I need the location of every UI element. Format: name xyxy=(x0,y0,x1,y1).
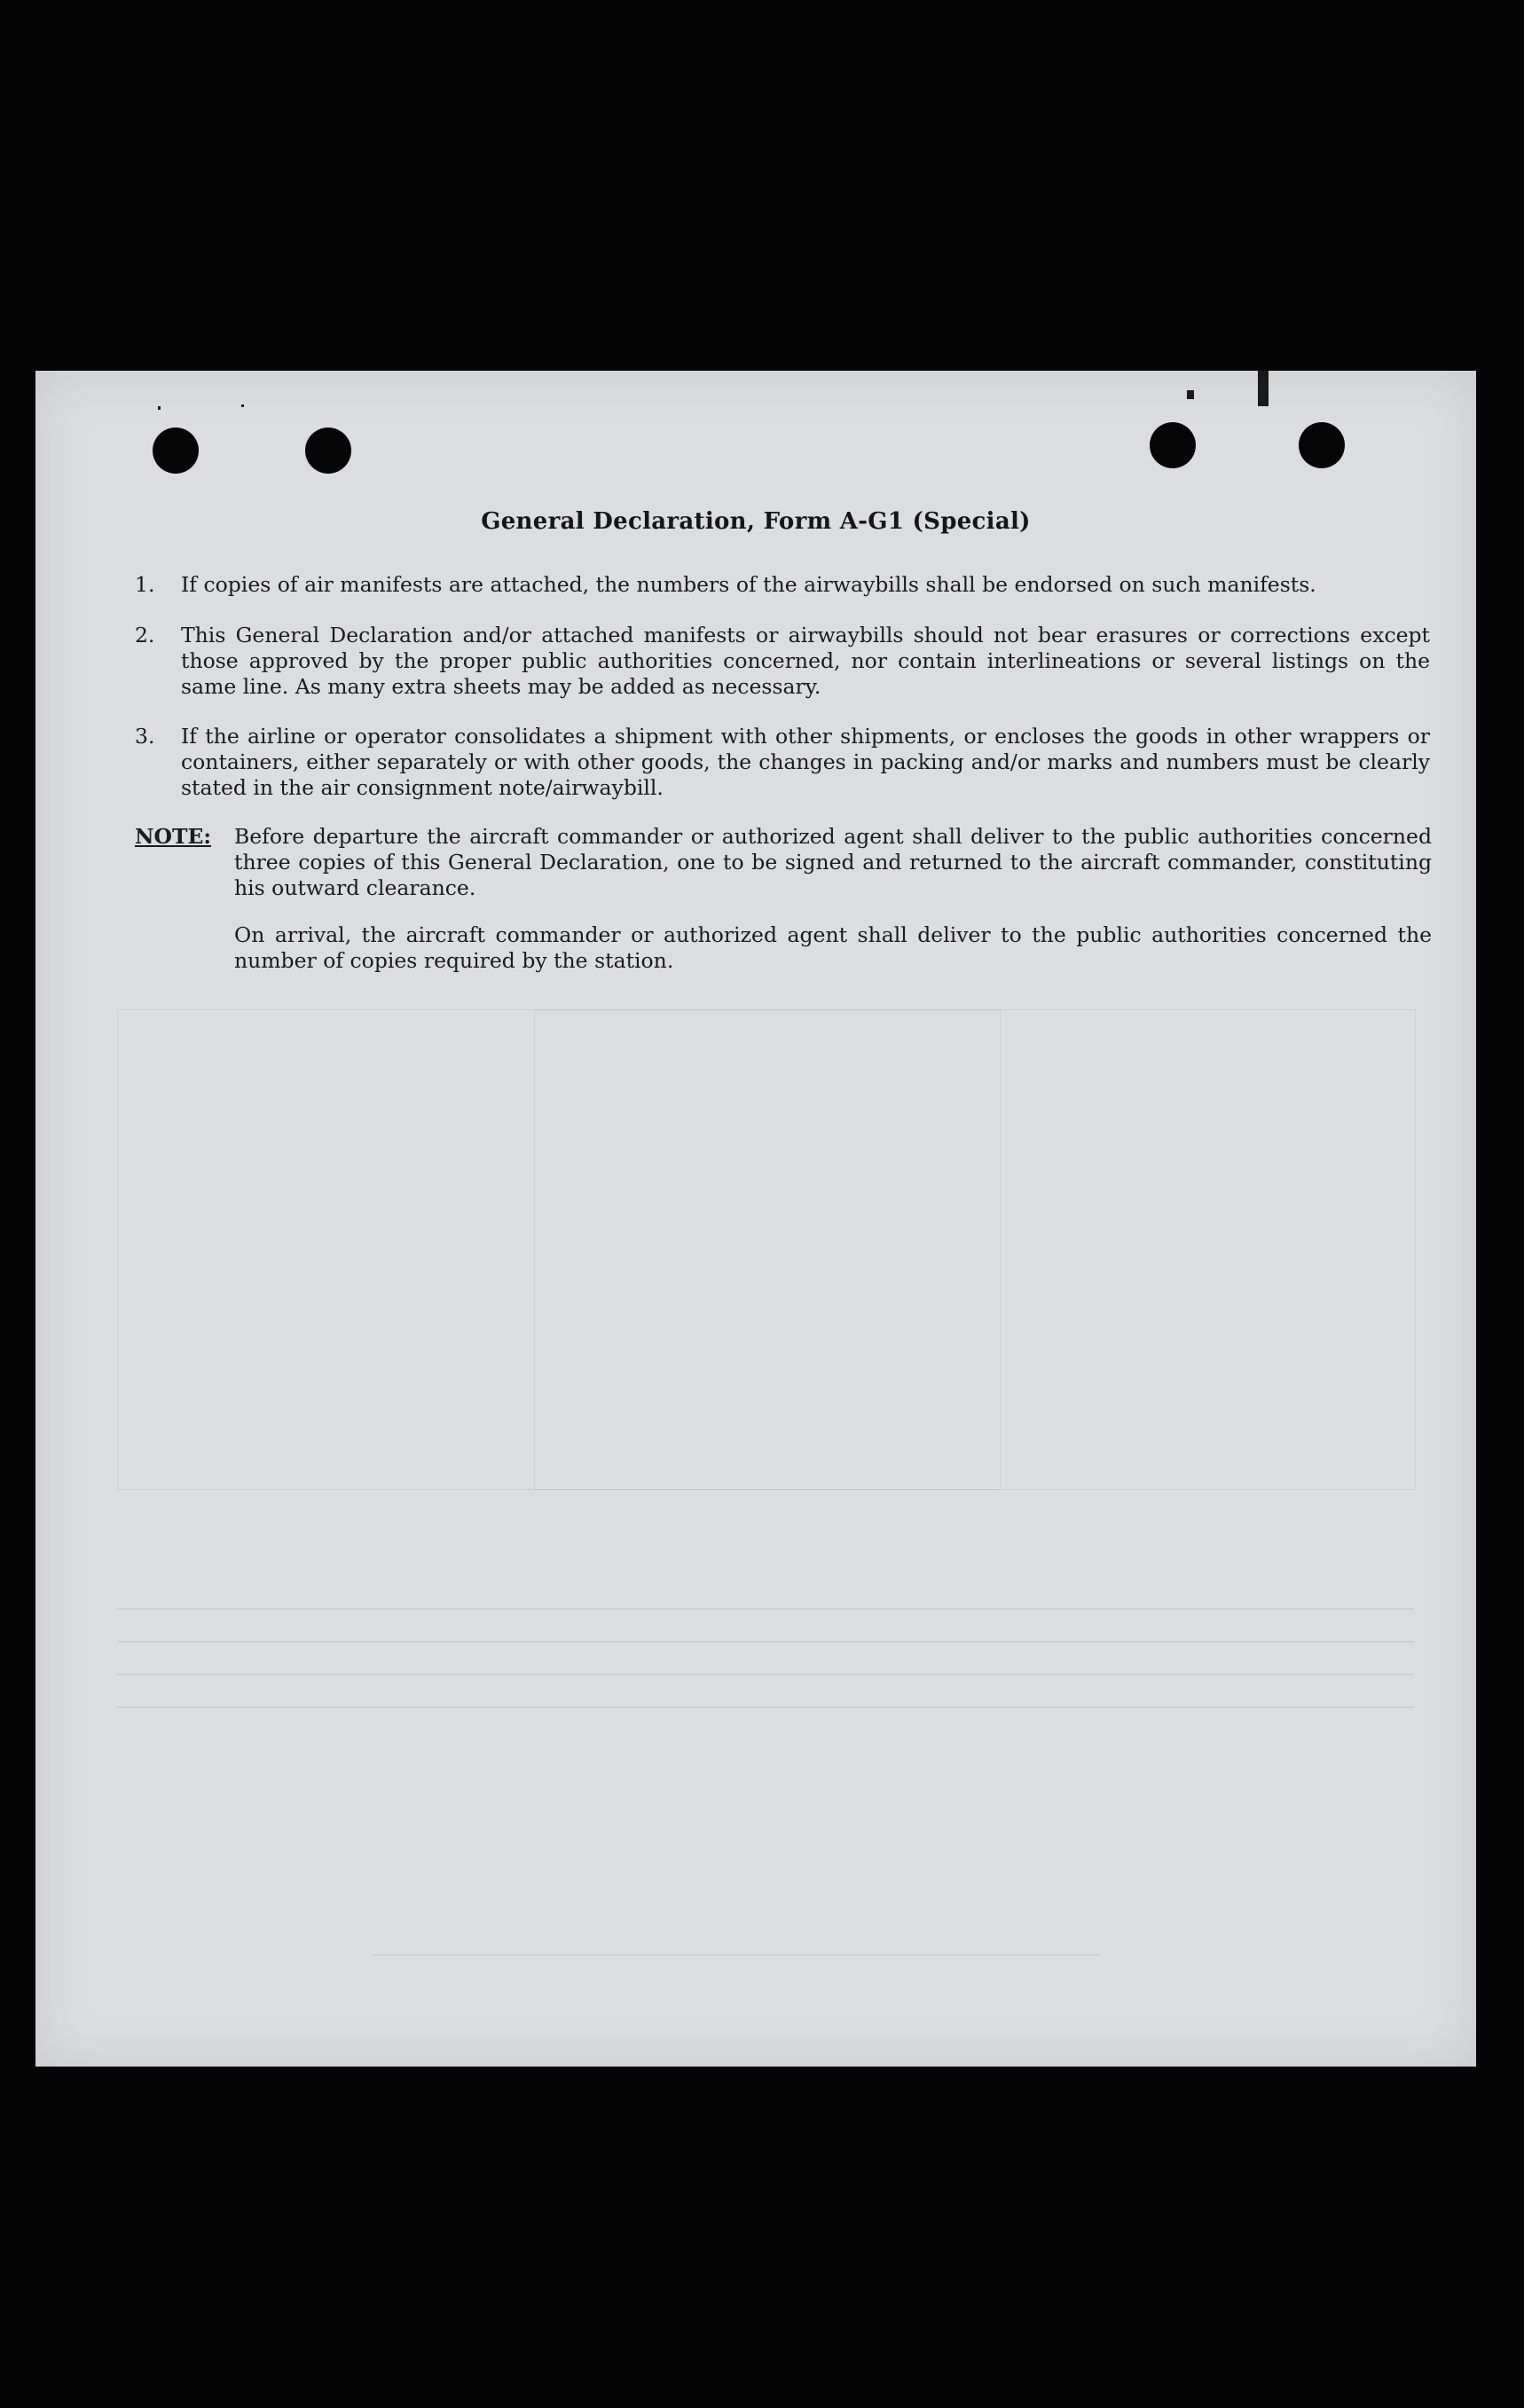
item-number: 3. xyxy=(135,724,155,749)
item-number: 2. xyxy=(135,623,155,647)
reverse-side-show-through xyxy=(373,1954,1100,1956)
reverse-side-show-through xyxy=(534,1009,1001,1490)
reverse-side-show-through xyxy=(117,1608,1414,1610)
item-number: 1. xyxy=(135,572,155,597)
item-text: If the airline or operator consolidates a shipment with other shipments, or encloses the goods in other wrappers or containers, either separately or with other goods, the changes in packing and/or marks and numbers must be clearly stated in the air consignment note/airwaybill. xyxy=(181,724,1430,800)
item-text: This General Declaration and/or attached manifests or airwaybills should not bear erasures or corrections except those approved by the proper public authorities concerned, nor contain interlineations or several listings on the same line. As many extra sheets may be added as necessary. xyxy=(181,623,1430,699)
reverse-side-show-through xyxy=(117,1706,1414,1708)
ink-speck xyxy=(241,404,244,407)
reverse-side-show-through xyxy=(117,1641,1414,1643)
note-label: NOTE: xyxy=(135,824,212,849)
ink-speck xyxy=(1187,390,1194,399)
reverse-side-show-through xyxy=(117,1674,1414,1675)
punch-hole-right-1 xyxy=(1150,422,1196,468)
note-paragraph-departure: Before departure the aircraft commander or authorized agent shall deliver to the public authorities concerned three copies of this General Declaration, one to be signed and returned to the aircraft commander, constituting his outward clearance. xyxy=(234,824,1432,900)
punch-hole-left-2 xyxy=(305,427,351,474)
document-page xyxy=(35,371,1476,2067)
page-title: General Declaration, Form A-G1 (Special) xyxy=(481,508,1031,535)
punch-hole-right-2 xyxy=(1299,422,1345,468)
ink-speck xyxy=(158,406,161,410)
punch-hole-left-1 xyxy=(153,427,199,474)
note-paragraph-arrival: On arrival, the aircraft commander or authorized agent shall deliver to the public authorities concerned the number of copies required by the station. xyxy=(234,922,1432,973)
item-text: If copies of air manifests are attached, the numbers of the airwaybills shall be endorsed on such manifests. xyxy=(181,572,1316,597)
ink-speck xyxy=(1258,371,1269,406)
